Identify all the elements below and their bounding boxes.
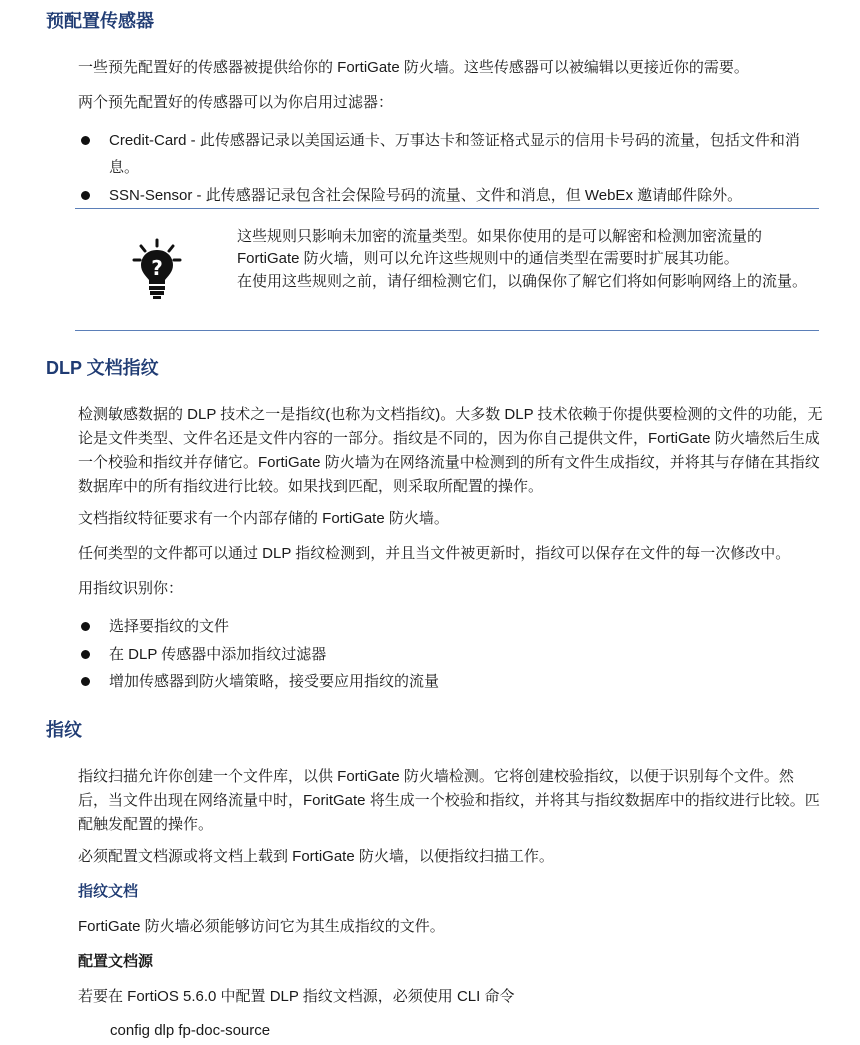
list-item <box>78 641 823 668</box>
dlp-para-2: 文档指纹特征要求有一个内部存储的 FortiGate 防火墙。 <box>78 510 449 527</box>
section-title-presets: 预配置传感器 <box>46 11 154 31</box>
dlp-para-1: 检测敏感数据的 DLP 技术之一是指纹(也称为文档指纹)。大多数 DLP 技术依赖于你提供要检测的文件的功能，无论是文件类型、文件名还是文件内容的一部分。指纹是不同的，因为你自己提供文件，FortiGate 防火墙然后生成一个校验和指纹并存储它。FortiGate 防火墙为在网络流量中检测到的所有文件生成指纹，并将其与存储在其指纹数据库中的所有指纹进行比较。如果找到匹配，则采取所配置的操作。 <box>78 406 823 495</box>
presets-intro-1: 一些预先配置好的传感器被提供给你的 FortiGate 防火墙。这些传感器可以被编辑以更接近你的需要。 <box>78 59 749 76</box>
fp-sub-para-2: 若要在 FortiOS 5.6.0 中配置 DLP 指纹文档源，必须使用 CLI 命令 <box>78 988 515 1005</box>
list-item-text: 增加传感器到防火墙策略，接受要应用指纹的流量 <box>109 673 440 690</box>
note-top-divider <box>75 208 819 209</box>
subsection-title-fingerprint-docs: 指纹文档 <box>78 883 139 900</box>
note-bottom-divider <box>75 330 819 331</box>
fp-para-1: 指纹扫描允许你创建一个文件库，以供 FortiGate 防火墙检测。它将创建校验指纹，以便于识别每个文件。然后，当文件出现在网络流量中时，ForitGate 将生成一个校验和指纹，并将其与指纹数据库中的指纹进行比较。匹配触发配置的操作。 <box>78 768 820 833</box>
fp-sub-para: FortiGate 防火墙必须能够访问它为其生成指纹的文件。 <box>78 918 445 935</box>
dlp-para-4: 用指纹识别你： <box>78 580 184 597</box>
cli-command: config dlp fp-doc-source <box>110 1022 271 1039</box>
list-item-text: 在 DLP 传感器中添加指纹过滤器 <box>109 646 327 663</box>
section-title-dlp: DLP 文档指纹 <box>46 358 159 378</box>
bullet-icon <box>81 622 90 631</box>
list-item-text: Credit-Card - 此传感器记录以美国运通卡、万事达卡和签证格式显示的信用卡号码的流量，包括文件和消息。 <box>109 132 800 176</box>
bullet-icon <box>81 191 90 200</box>
bullet-icon <box>81 677 90 686</box>
lightbulb-question-icon <box>132 238 182 300</box>
presets-intro-2: 两个预先配置好的传感器可以为你启用过滤器： <box>78 94 394 111</box>
svg-text:?: ? <box>151 256 163 280</box>
list-item <box>78 127 823 181</box>
note-text-1: 这些规则只影响未加密的流量类型。如果你使用的是可以解密和检测加密流量的 FortiGate 防火墙，则可以允许这些规则中的通信类型在需要时扩展其功能。 <box>237 228 763 267</box>
bullet-icon <box>81 650 90 659</box>
subsection-title-doc-source: 配置文档源 <box>78 953 154 970</box>
list-item <box>78 182 823 209</box>
list-item-text: 选择要指纹的文件 <box>109 618 230 635</box>
fp-para-2: 必须配置文档源或将文档上载到 FortiGate 防火墙，以便指纹扫描工作。 <box>78 848 554 865</box>
dlp-para-3: 任何类型的文件都可以通过 DLP 指纹检测到，并且当文件被更新时，指纹可以保存在文件的每一次修改中。 <box>78 545 791 562</box>
note-text-2: 在使用这些规则之前，请仔细检测它们，以确保你了解它们将如何影响网络上的流量。 <box>237 273 808 290</box>
list-item <box>78 668 823 695</box>
section-title-fingerprint: 指纹 <box>46 720 82 740</box>
list-item <box>78 613 823 640</box>
bullet-icon <box>81 136 90 145</box>
list-item-text: SSN-Sensor - 此传感器记录包含社会保险号码的流量、文件和消息，但 WebEx 邀请邮件除外。 <box>109 187 743 204</box>
